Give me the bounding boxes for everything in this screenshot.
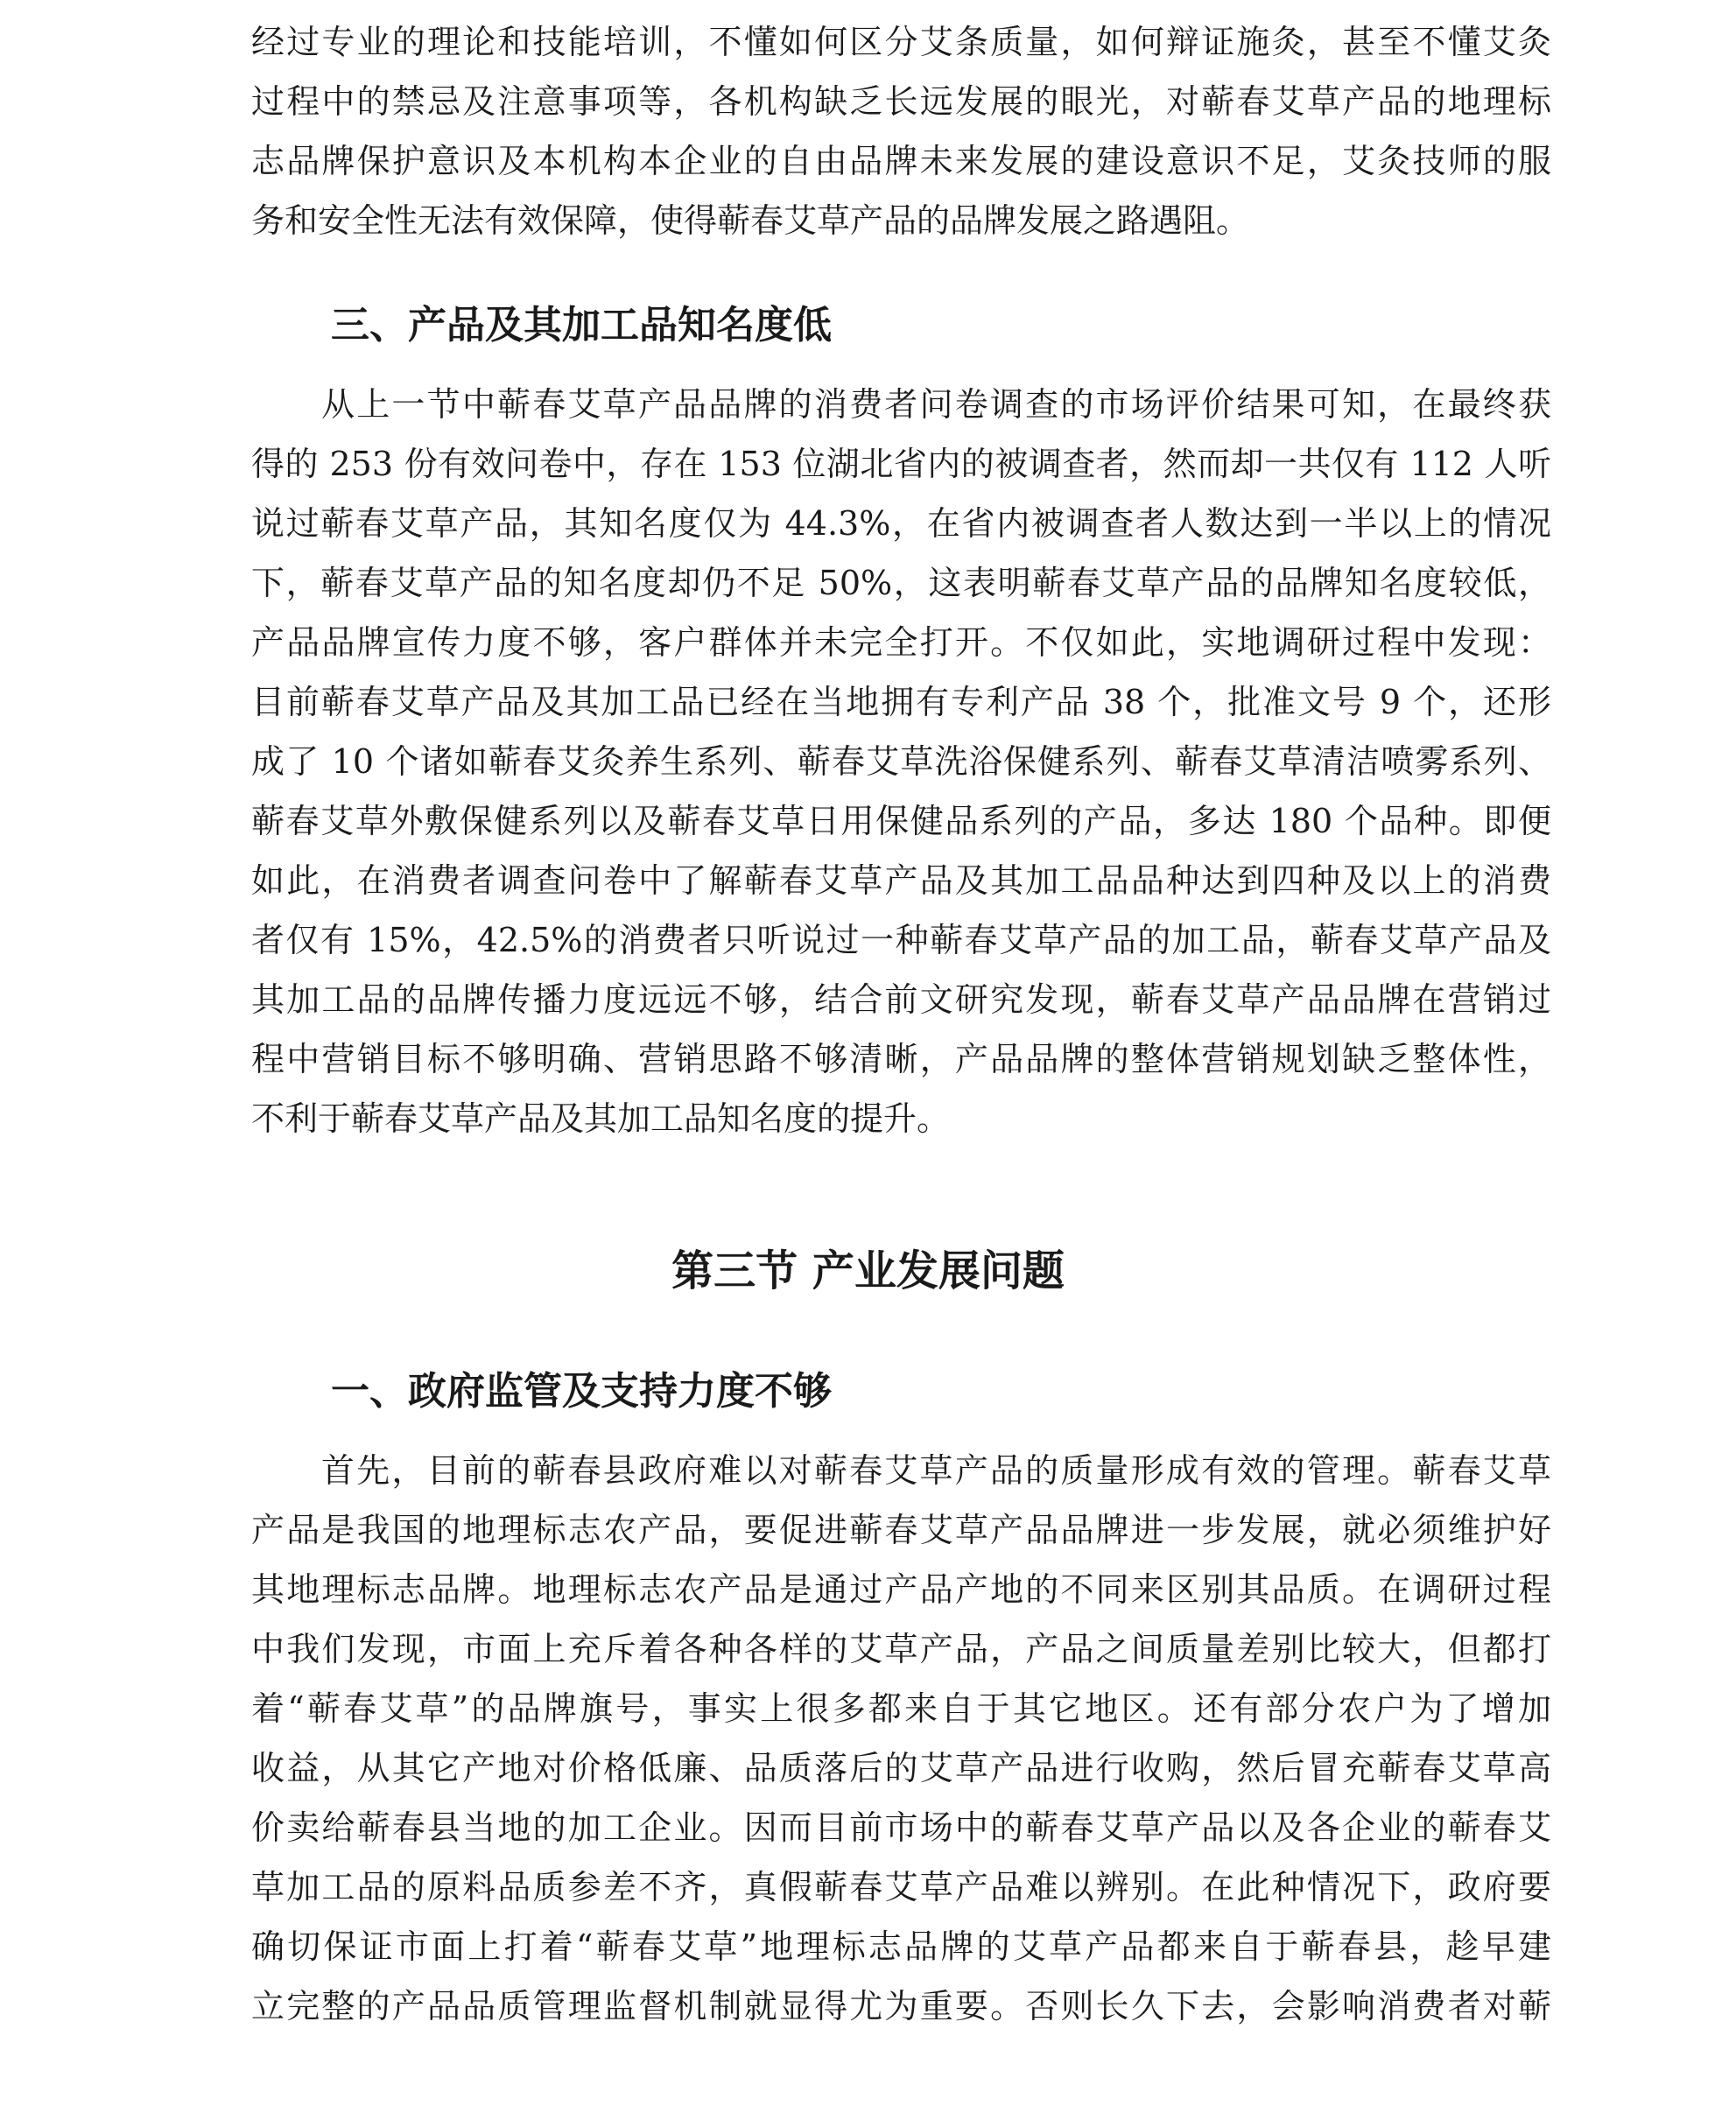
text-line: 得的 253 份有效问卷中，存在 153 位湖北省内的被调查者，然而却一共仅有 112 人听: [251, 445, 1551, 483]
text-line: 草加工品的原料品质参差不齐，真假蕲春艾草产品难以辨别。在此种情况下，政府要: [251, 1868, 1551, 1906]
text-line: 收益，从其它产地对价格低廉、品质落后的艾草产品进行收购，然后冒充蕲春艾草高: [251, 1749, 1551, 1787]
text-line: 志品牌保护意识及本机构本企业的自由品牌未来发展的建设意识不足，艾灸技师的服: [251, 142, 1551, 180]
text-line: 说过蕲春艾草产品，其知名度仅为 44.3%，在省内被调查者人数达到一半以上的情况: [251, 504, 1551, 543]
text-line: 立完整的产品品质管理监督机制就显得尤为重要。否则长久下去，会影响消费者对蕲: [251, 1987, 1551, 2025]
text-line: 者仅有 15%，42.5%的消费者只听说过一种蕲春艾草产品的加工品，蕲春艾草产品及: [251, 921, 1551, 959]
text-line: 确切保证市面上打着“蕲春艾草”地理标志品牌的艾草产品都来自于蕲春县，趁早建: [251, 1927, 1551, 1966]
text-line: 价卖给蕲春县当地的加工企业。因而目前市场中的蕲春艾草产品以及各企业的蕲春艾: [251, 1808, 1551, 1847]
text-line: 下，蕲春艾草产品的知名度却仍不足 50%，这表明蕲春艾草产品的品牌知名度较低，: [251, 564, 1551, 602]
text-line: 其加工品的品牌传播力度远远不够，结合前文研究发现，蕲春艾草产品品牌在营销过: [251, 980, 1551, 1019]
text-line: 从上一节中蕲春艾草产品品牌的消费者问卷调查的市场评价结果可知，在最终获: [321, 385, 1551, 424]
text-line: 不利于蕲春艾草产品及其加工品知名度的提升。: [251, 1099, 951, 1138]
text-line: 首先，目前的蕲春县政府难以对蕲春艾草产品的质量形成有效的管理。蕲春艾草: [321, 1451, 1551, 1490]
text-line: 经过专业的理论和技能培训，不懂如何区分艾条质量，如何辩证施灸，甚至不懂艾灸: [251, 23, 1551, 61]
text-line: 产品是我国的地理标志农产品，要促进蕲春艾草产品品牌进一步发展，就必须维护好: [251, 1511, 1551, 1549]
text-line: 如此，在消费者调查问卷中了解蕲春艾草产品及其加工品品种达到四种及以上的消费: [251, 861, 1551, 900]
text-line: 务和安全性无法有效保障，使得蕲春艾草产品的品牌发展之路遇阻。: [251, 201, 1250, 240]
text-line: 过程中的禁忌及注意事项等，各机构缺乏长远发展的眼光，对蕲春艾草产品的地理标: [251, 82, 1551, 121]
text-line: 中我们发现，市面上充斥着各种各样的艾草产品，产品之间质量差别比较大，但都打: [251, 1630, 1551, 1668]
text-line: 蕲春艾草外敷保健系列以及蕲春艾草日用保健品系列的产品，多达 180 个品种。即便: [251, 802, 1551, 840]
section-title: 第三节 产业发展问题: [671, 1246, 1065, 1295]
subsection-heading-government-support: 一、政府监管及支持力度不够: [331, 1369, 832, 1414]
text-line: 着“蕲春艾草”的品牌旗号，事实上很多都来自于其它地区。还有部分农户为了增加: [251, 1689, 1551, 1728]
text-line: 产品品牌宣传力度不够，客户群体并未完全打开。不仅如此，实地调研过程中发现：: [251, 623, 1551, 662]
text-line: 其地理标志品牌。地理标志农产品是通过产品产地的不同来区别其品质。在调研过程: [251, 1570, 1551, 1609]
text-line: 程中营销目标不够明确、营销思路不够清晰，产品品牌的整体营销规划缺乏整体性，: [251, 1040, 1551, 1078]
subsection-heading-low-awareness: 三、产品及其加工品知名度低: [331, 303, 832, 347]
text-line: 目前蕲春艾草产品及其加工品已经在当地拥有专利产品 38 个，批准文号 9 个，还形: [251, 683, 1551, 721]
text-line: 成了 10 个诸如蕲春艾灸养生系列、蕲春艾草洗浴保健系列、蕲春艾草清洁喷雾系列、: [251, 742, 1551, 781]
